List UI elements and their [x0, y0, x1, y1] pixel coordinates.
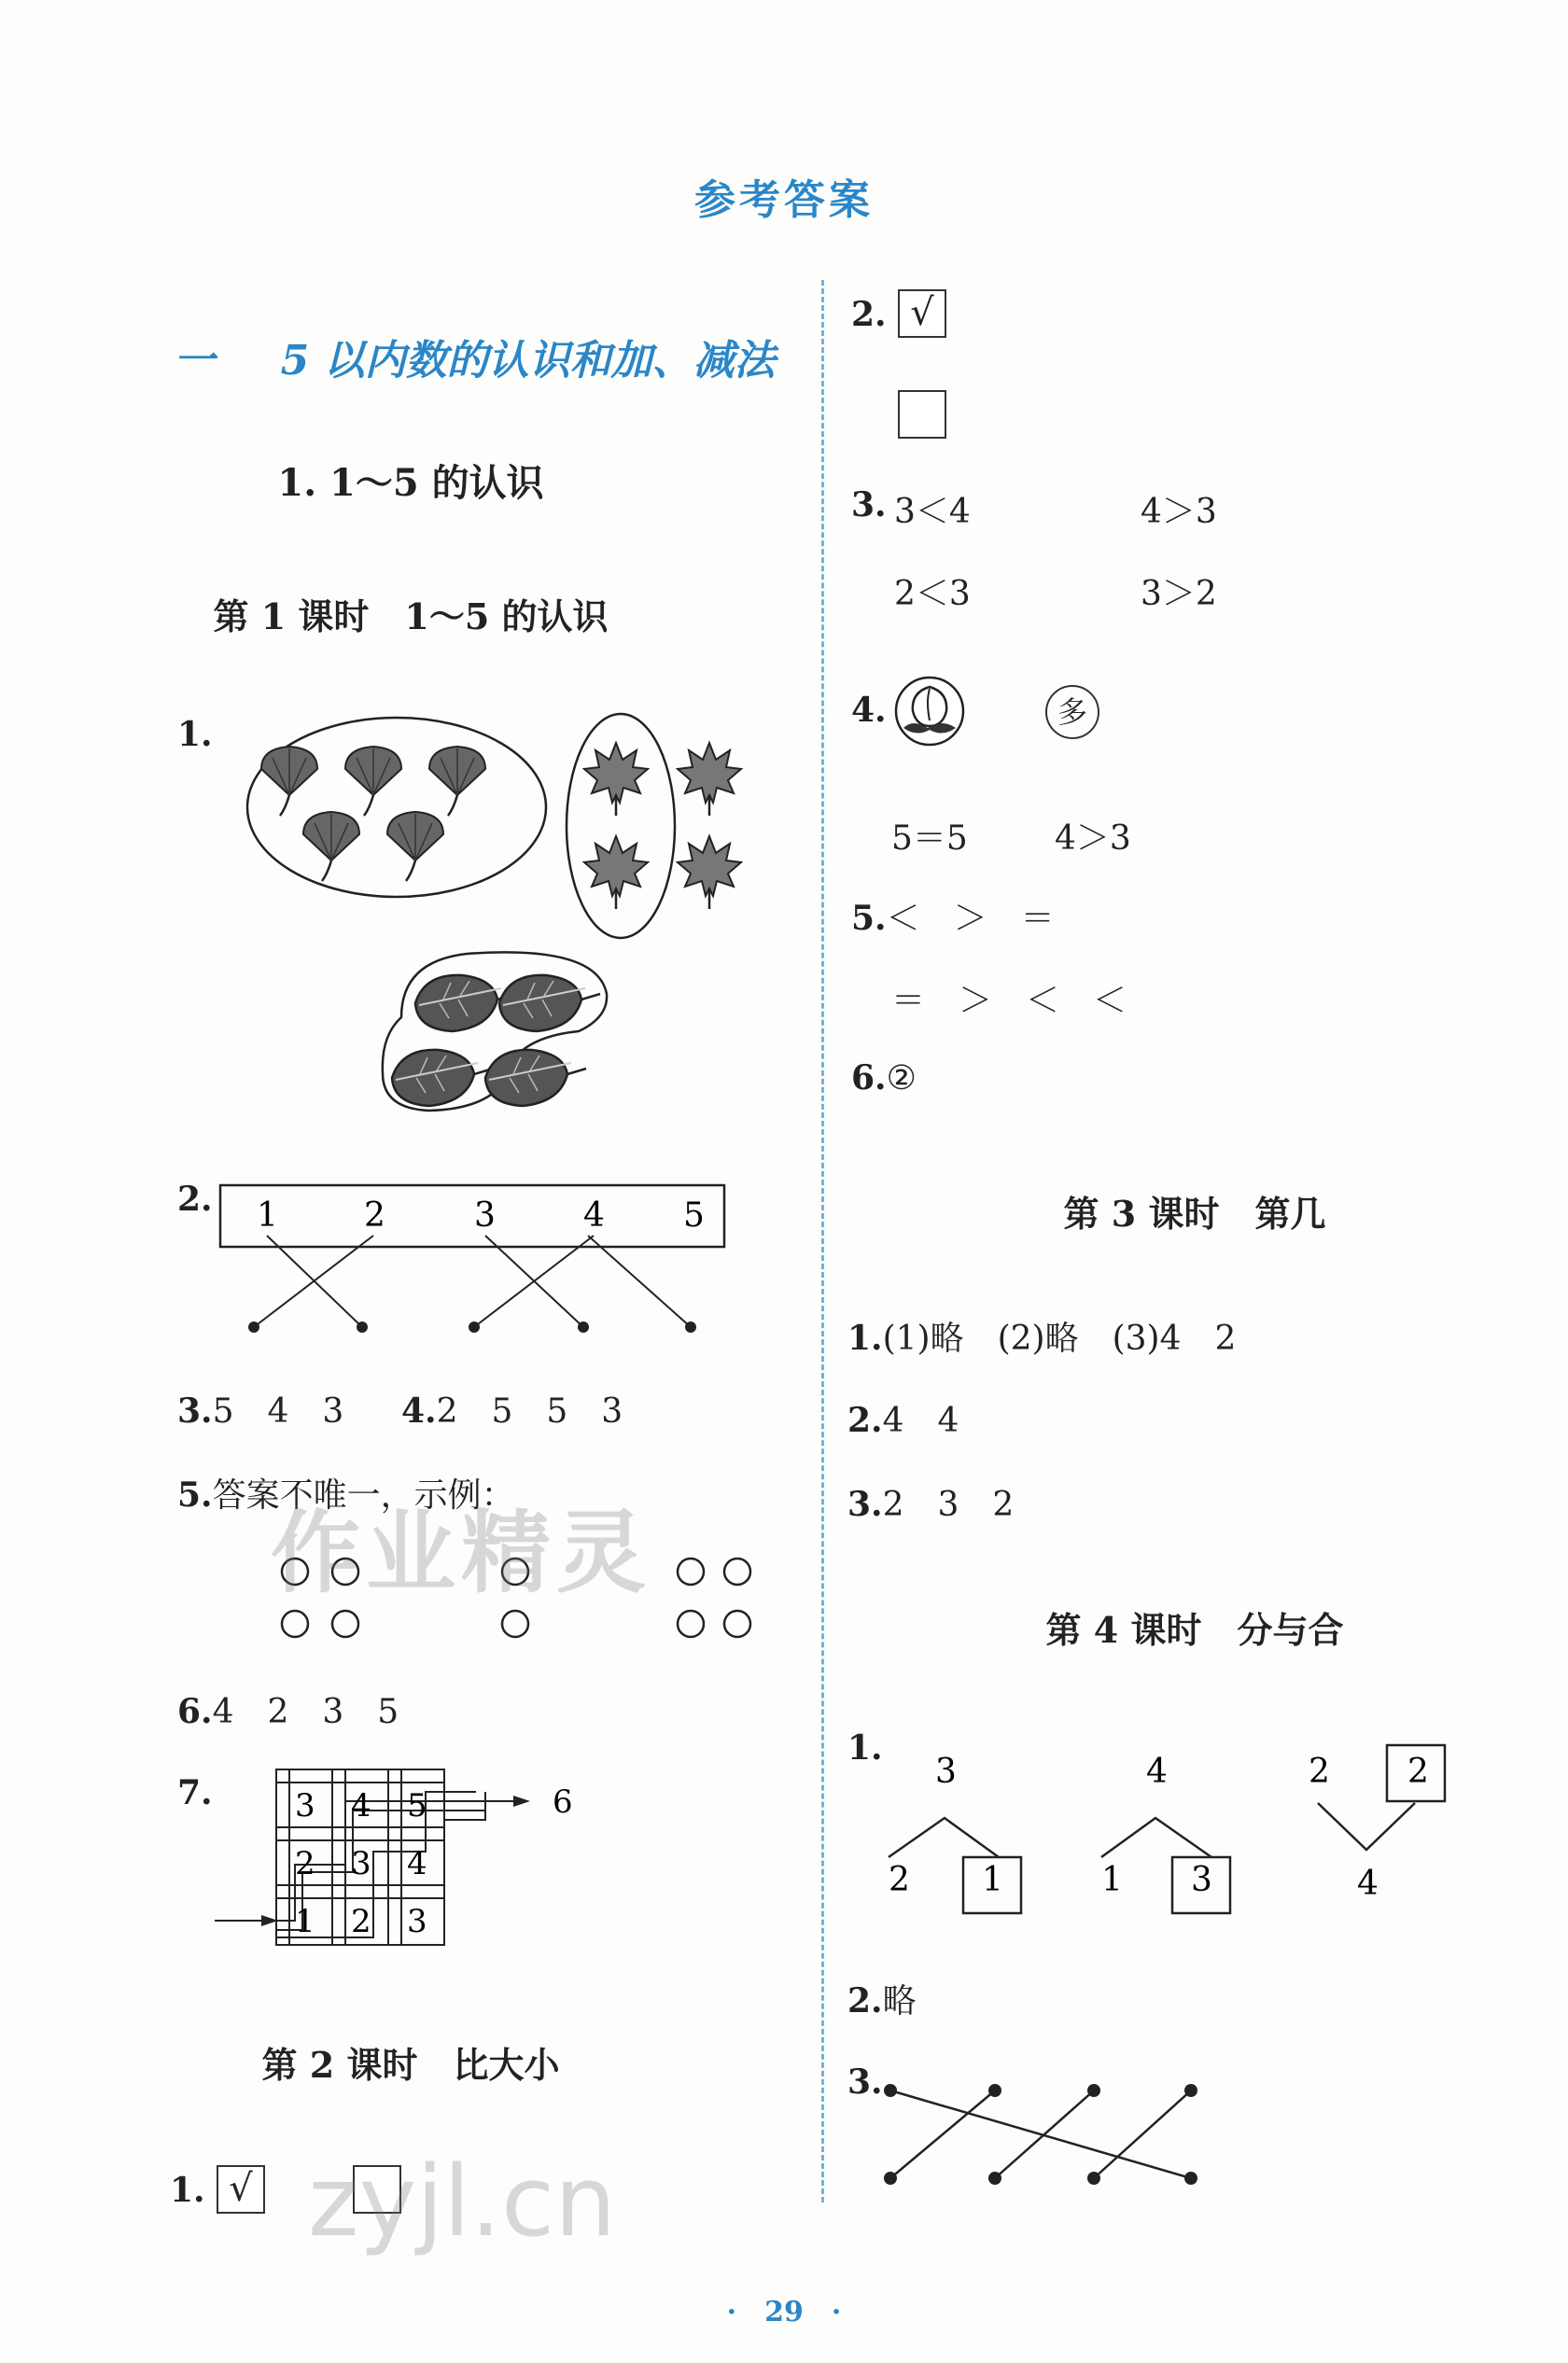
digits-frame	[220, 1185, 724, 1247]
l2-q6-answer: ②	[886, 1059, 917, 1098]
ginkgo-leaf	[387, 812, 443, 881]
l4-q2	[847, 1975, 917, 2022]
maple-leaf	[584, 743, 648, 816]
l1-q3-number: 3.	[177, 1391, 213, 1431]
grid-number: 3	[351, 1845, 371, 1882]
empty-box	[898, 390, 946, 439]
l1-q5-number: 5.	[177, 1475, 213, 1515]
chapter-title: 5 以内数的认识和加、减法	[280, 337, 776, 385]
l2-q5-number: 5.	[851, 899, 887, 938]
l2-q6-number: 6.	[851, 1058, 887, 1098]
tree-top: 4	[1146, 1753, 1168, 1791]
grid-number: 1	[295, 1903, 315, 1940]
l1-q3-answer: 5 4 3	[212, 1392, 344, 1431]
l3-q3-answer: 2 3 2	[882, 1486, 1015, 1524]
l1-q2-number: 2.	[177, 1180, 213, 1219]
ginkgo-leaf	[303, 812, 359, 881]
l4-q3-number: 3.	[847, 2062, 883, 2102]
more-circle: 多	[1045, 685, 1099, 739]
comparison: 3＞2	[1141, 575, 1217, 613]
chapter-number: 一	[174, 337, 215, 385]
tree-top: 3	[935, 1753, 957, 1791]
grid-number: 2	[295, 1845, 315, 1882]
l3-q3-number: 3.	[847, 1485, 883, 1524]
checked-box: √	[217, 2165, 265, 2214]
watermark: zyjl.cn	[308, 2145, 617, 2258]
grid-result: 6	[553, 1783, 573, 1821]
grid-number: 3	[295, 1787, 315, 1825]
digit-label: 2	[364, 1196, 385, 1235]
tree-left: 1	[1101, 1861, 1123, 1899]
l1-q4-answer: 2 5 5 3	[436, 1392, 623, 1431]
comparison: 3＜4	[894, 493, 971, 531]
page-title: 参考答案	[694, 176, 874, 224]
maple-leaf	[678, 743, 741, 816]
l1-q6-number: 6.	[177, 1692, 213, 1731]
grid-number: 5	[407, 1787, 427, 1825]
l2-q5-answer-row2: ＝ ＞ ＜ ＜	[891, 982, 1127, 1020]
tree-right: 3	[1191, 1861, 1212, 1899]
l4-q2-number: 2.	[847, 1981, 883, 2020]
l3-q3	[847, 1478, 1014, 1526]
lesson2-heading: 第 2 课时 比大小	[261, 2044, 560, 2086]
tree-top: 2	[1407, 1753, 1429, 1791]
l3-q1-number: 1.	[847, 1319, 883, 1358]
split-trees-figure	[868, 1736, 1475, 1941]
unit-heading: 1. 1～5 的认识	[277, 461, 544, 505]
l2-q5-row1	[851, 892, 1055, 940]
watermark: 作业精灵	[271, 1501, 651, 1605]
oval-leaf	[392, 1050, 493, 1106]
tree-bottom: 4	[1357, 1865, 1379, 1903]
l1-q5-answer: 答案不唯一，示例：	[212, 1476, 515, 1515]
l2-q6	[851, 1058, 917, 1098]
number-matching-figure	[215, 1178, 737, 1346]
l1-q4	[401, 1385, 623, 1433]
comparison: 5＝5	[891, 819, 968, 858]
digit-label: 1	[257, 1196, 278, 1235]
l1-q3	[177, 1385, 343, 1433]
l3-q2-answer: 4 4	[882, 1402, 959, 1440]
peach-circle-icon	[890, 674, 974, 752]
comparison: 4＞3	[1141, 493, 1217, 531]
l1-q6	[177, 1685, 399, 1733]
l3-q1	[847, 1312, 1236, 1360]
lesson3-heading: 第 3 课时 第几	[1063, 1193, 1326, 1235]
ginkgo-leaf	[429, 747, 485, 816]
tree-right: 1	[982, 1861, 1003, 1899]
l2-q5-answer-row1: ＜ ＞ ＝	[886, 900, 1055, 938]
digit-label: 5	[683, 1196, 705, 1235]
ginkgo-group-outline	[247, 718, 546, 897]
maple-group-outline	[567, 714, 675, 938]
leaf-groups-figure	[224, 709, 784, 1139]
column-divider	[821, 280, 824, 2202]
grid-number: 4	[351, 1787, 371, 1825]
l4-q1-number: 1.	[847, 1728, 883, 1768]
grid-number: 3	[407, 1903, 427, 1940]
oval-leaf	[485, 1050, 586, 1106]
l3-q2	[847, 1394, 959, 1442]
ginkgo-leaf	[345, 747, 401, 816]
l2-q3-number: 3.	[851, 485, 887, 524]
l1-q4-number: 4.	[401, 1391, 437, 1431]
page-number: · 29 ·	[726, 2296, 842, 2328]
chapter-heading	[174, 327, 776, 386]
oval-leaf	[499, 975, 600, 1031]
comparison: 2＜3	[894, 575, 971, 613]
l3-q2-number: 2.	[847, 1401, 883, 1440]
l2-q2-number: 2.	[851, 295, 887, 334]
l4-q2-answer: 略	[882, 1982, 917, 2020]
lesson1-heading: 第 1 课时 1～5 的认识	[213, 595, 609, 637]
matching-dots	[248, 1321, 696, 1333]
grid-path-figure	[205, 1755, 597, 1960]
l2-q4-number: 4.	[851, 691, 887, 730]
l1-q7-number: 7.	[177, 1773, 213, 1812]
lesson4-heading: 第 4 课时 分与合	[1045, 1609, 1344, 1651]
l1-q6-answer: 4 2 3 5	[212, 1693, 399, 1731]
maple-leaf	[678, 836, 741, 909]
tree-left: 2	[1309, 1753, 1330, 1791]
maple-leaf	[584, 836, 648, 909]
grid-number: 4	[407, 1845, 427, 1882]
dots-matching-figure	[877, 2072, 1213, 2202]
l1-q1-number: 1.	[177, 715, 213, 754]
digit-label: 3	[474, 1196, 496, 1235]
matching-lines	[254, 1236, 700, 1327]
grid-number: 2	[351, 1903, 371, 1940]
digit-label: 4	[583, 1196, 605, 1235]
tree-left: 2	[889, 1861, 910, 1899]
ginkgo-leaf	[261, 747, 317, 816]
checked-box: √	[898, 289, 946, 338]
l2-q1-number: 1.	[170, 2171, 205, 2210]
l3-q1-answer: (1)略 (2)略 (3)4 2	[882, 1320, 1237, 1358]
comparison: 4＞3	[1055, 819, 1131, 858]
